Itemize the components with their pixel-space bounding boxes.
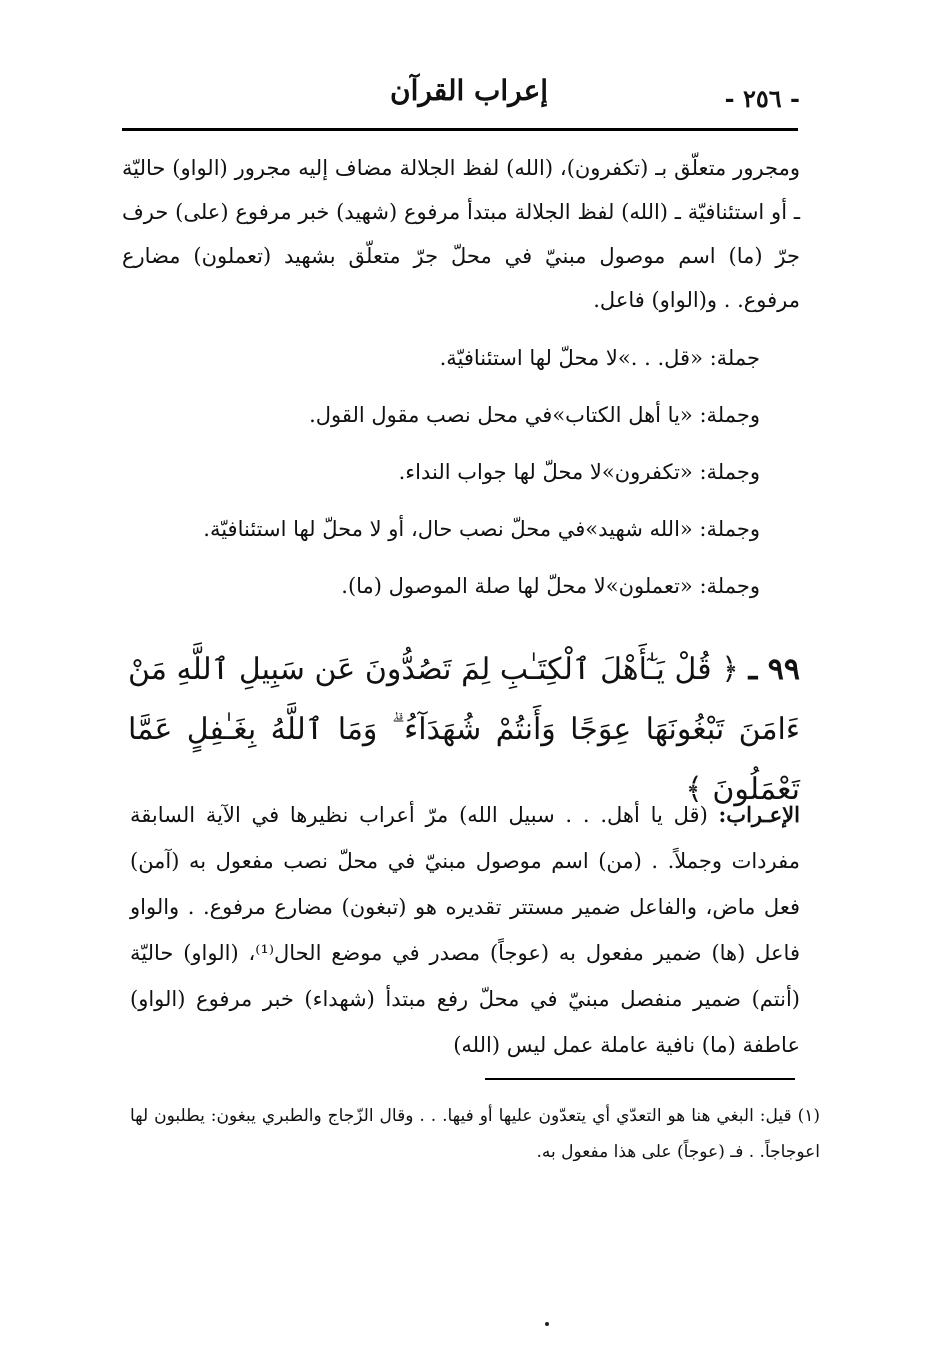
verse-number: ٩٩ ـ: [748, 652, 800, 687]
header-rule: [122, 128, 798, 131]
irab-text: (قل يا أهل. . . سبيل الله) مرّ أعراب نظيرها في الآية السابقة مفردات وجملاً. . (من) اسم موصول مبنيّ في محلّ نصب مفعول به (آمن) فعل ماض، والفاعل ضمير مستتر تقديره هو (تبغون) مضارع مرفوع. . والواو فاعل (ها) ضمير مفعول به (عوجاً) مصدر في موضع الحال⁽¹⁾، (الواو) حاليّة (أنتم) ضمير منفصل مبنيّ في محلّ رفع مبتدأ (شهداء) خبر مرفوع (الواو) عاطفة (ما) نافية عاملة عمل ليس (الله): [130, 803, 800, 1057]
footnote-rule: [485, 1078, 795, 1080]
book-title: إعراب القرآن: [390, 74, 549, 107]
irab-paragraph: [130, 792, 800, 1068]
intro-paragraph: ومجرور متعلّق بـ (تكفرون)، (الله) لفظ الجلالة مضاف إليه مجرور (الواو) حاليّة ـ أو استئنافيّة ـ (الله) لفظ الجلالة مبتدأ مرفوع (شهيد) خبر مرفوع (على) حرف جرّ (ما) اسم موصول مبنيّ في محلّ جرّ متعلّق بشهيد (تعملون) مضارع مرفوع. . و(الواو) فاعل.: [122, 156, 800, 312]
print-speck: [545, 1322, 549, 1326]
sentence-analysis-item: وجملة: «تكفرون»لا محلّ لها جواب النداء.: [398, 460, 760, 484]
sentence-analysis-item: وجملة: «يا أهل الكتاب»في محل نصب مقول القول.: [309, 403, 760, 427]
sentence-analysis-item: جملة: «قل. . .»لا محلّ لها استئنافيّة.: [439, 346, 760, 370]
verse-text: ﴿ قُلْ يَـٰٓأَهْلَ ٱلْكِتَـٰبِ لِمَ تَصُدُّونَ عَن سَبِيلِ ٱللَّهِ مَنْ ءَامَنَ تَبْغُونَهَا عِوَجًا وَأَنتُمْ شُهَدَآءُ ۗ وَمَا ٱللَّهُ بِغَـٰفِلٍ عَمَّا تَعْمَلُونَ ﴾: [128, 652, 800, 807]
irab-label: الإعـراب:: [718, 802, 800, 827]
sentence-analysis-item: وجملة: «الله شهيد»في محلّ نصب حال، أو لا محلّ لها استئنافيّة.: [203, 517, 760, 541]
page-header: [120, 70, 800, 120]
sentence-analysis-list: [140, 336, 760, 621]
page-number: - ٢٥٦ -: [724, 84, 800, 113]
sentence-analysis-item: وجملة: «تعملون»لا محلّ لها صلة الموصول (ما).: [341, 574, 760, 598]
footnote: (١) قيل: البغي هنا هو التعدّي أي يتعدّون عليها أو فيها. . . وقال الزّجاج والطبري يبغون: يطلبون لها اعوجاجاً. . فـ (عوجاً) على هذا مفعول به.: [130, 1106, 820, 1162]
